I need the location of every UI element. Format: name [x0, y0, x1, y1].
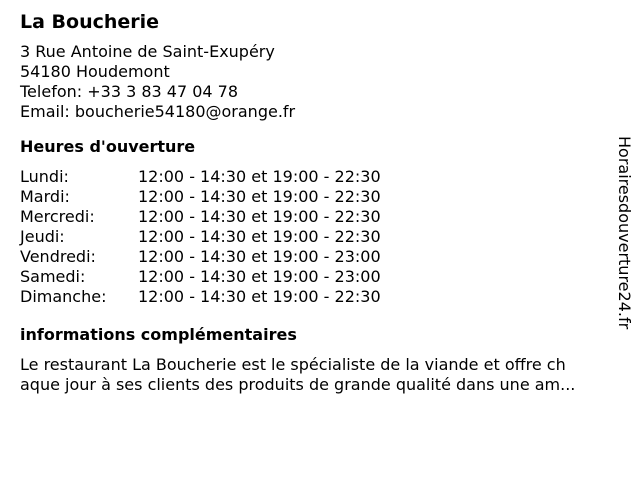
time-range: 12:00 - 14:30 et 19:00 - 22:30	[138, 187, 381, 206]
site-watermark: Horairesdouverture24.fr	[615, 136, 634, 330]
hours-row-tuesday	[20, 187, 620, 207]
hours-table	[20, 167, 620, 307]
hours-row-wednesday	[20, 207, 620, 227]
hours-row-thursday	[20, 227, 620, 247]
business-name: La Boucherie	[20, 11, 160, 33]
time-range: 12:00 - 14:30 et 19:00 - 22:30	[138, 167, 381, 186]
day-label: Jeudi:	[20, 227, 65, 246]
time-range: 12:00 - 14:30 et 19:00 - 22:30	[138, 287, 381, 306]
phone-line: Telefon: +33 3 83 47 04 78	[20, 82, 239, 101]
time-range: 12:00 - 14:30 et 19:00 - 22:30	[138, 207, 381, 226]
day-label: Lundi:	[20, 167, 69, 186]
hours-row-friday	[20, 247, 620, 267]
day-label: Mercredi:	[20, 207, 95, 226]
day-label: Dimanche:	[20, 287, 107, 306]
email-line: Email: boucherie54180@orange.fr	[20, 102, 296, 121]
description	[20, 355, 622, 395]
street-address: 3 Rue Antoine de Saint-Exupéry	[20, 42, 275, 61]
business-card	[20, 10, 620, 395]
time-range: 12:00 - 14:30 et 19:00 - 23:00	[138, 267, 381, 286]
hours-row-monday	[20, 167, 620, 187]
day-label: Vendredi:	[20, 247, 96, 266]
hours-row-saturday	[20, 267, 620, 287]
info-heading: informations complémentaires	[20, 325, 297, 344]
description-line: Le restaurant La Boucherie est le spécialiste de la viande et offre ch	[20, 355, 566, 374]
description-line: aque jour à ses clients des produits de grande qualité dans une am...	[20, 375, 576, 394]
hours-heading: Heures d'ouverture	[20, 137, 196, 156]
time-range: 12:00 - 14:30 et 19:00 - 23:00	[138, 247, 381, 266]
city-line: 54180 Houdemont	[20, 62, 170, 81]
day-label: Mardi:	[20, 187, 70, 206]
address-block	[20, 42, 620, 122]
time-range: 12:00 - 14:30 et 19:00 - 22:30	[138, 227, 381, 246]
day-label: Samedi:	[20, 267, 86, 286]
hours-row-sunday	[20, 287, 620, 307]
